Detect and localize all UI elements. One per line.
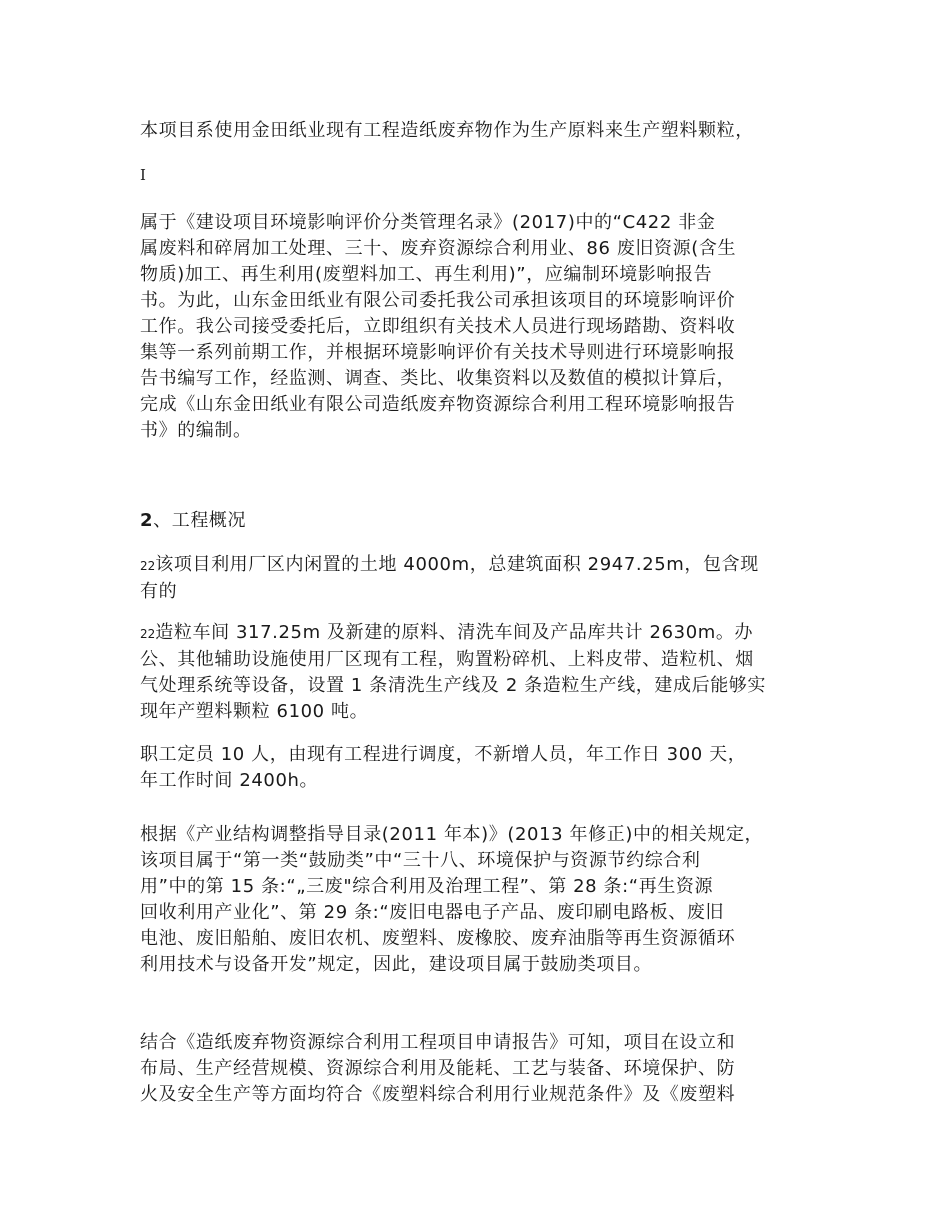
section-number: 2 xyxy=(140,510,154,531)
paragraph-land-use xyxy=(140,552,840,605)
paragraph-land-use-text: 该项目利用厂区内闲置的土地 4000m，总建筑面积 2947.25m，包含现 有的 xyxy=(140,554,759,602)
section-heading xyxy=(140,508,246,534)
paragraph-facilities-text: 造粒车间 317.25m 及新建的原料、清洗车间及产品库共计 2630m。办 公、其他辅助设施使用厂区现有工程，购置粉碎机、上料皮带、造粒机、烟 气处理系统等设备，设置 1 条清洗生产线及 2 条造粒生产线，建成后能够实 现年产塑料颗粒 6100 吨。 xyxy=(140,622,766,722)
paragraph-conformity: 结合《造纸废弃物资源综合利用工程项目申请报告》可知，项目在设立和 布局、生产经营规模、资源综合利用及能耗、工艺与装备、环境保护、防 火及安全生产等方面均符合《废塑料综合利用行业规范条件》及《废塑料 xyxy=(140,1032,736,1105)
paragraph-staffing: 职工定员 10 人，由现有工程进行调度，不新增人员，年工作日 300 天， 年工作时间 2400h。 xyxy=(140,744,747,791)
paragraph-intro: 本项目系使用金田纸业现有工程造纸废弃物作为生产原料来生产塑料颗粒， xyxy=(140,120,754,141)
section-title: 、工程概况 xyxy=(153,510,247,531)
paragraph-classification: 属于《建设项目环境影响评价分类管理名录》(2017)中的“C422 非金 属废料和碎屑加工处理、三十、废弃资源综合利用业、86 废旧资源(含生 物质)加工、再生利用(废塑料加工、再生利用)”，应编制环境影响报告 书。为此，山东金田纸业有限公司委托我公司承担该项目的环境影响评价 工作。我公司接受委托后，立即组织有关技术人员进行现场踏勘、资料收 集等一系列前期工作，并根据环境影响评价有关技术导则进行环境影响报 告书编写工作，经监测、调查、类比、收集资料以及数值的模拟计算后， 完成《山东金田纸业有限公司造纸废弃物资源综合利用工程环境影响报告 书》的编制。 xyxy=(140,212,737,441)
paragraph-facilities xyxy=(140,620,840,725)
page-marker: I xyxy=(140,166,146,184)
superscript-marker: 22 xyxy=(140,627,156,641)
paragraph-policy: 根据《产业结构调整指导目录(2011 年本)》(2013 年修正)中的相关规定， 该项目属于“第一类“鼓励类”中“三十八、环境保护与资源节约综合利 用”中的第 15 条:“„三废"综合利用及治理工程”、第 28 条:“再生资源 回收利用产业化”、第 29 条:“废旧电器电子产品、废印刷电路板、废旧 电池、废旧船舶、废旧农机、废塑料、废橡胶、废弃油脂等再生资源循环 利用技术与设备开发”规定，因此，建设项目属于鼓励类项目。 xyxy=(140,824,764,975)
superscript-marker: 22 xyxy=(140,559,156,573)
